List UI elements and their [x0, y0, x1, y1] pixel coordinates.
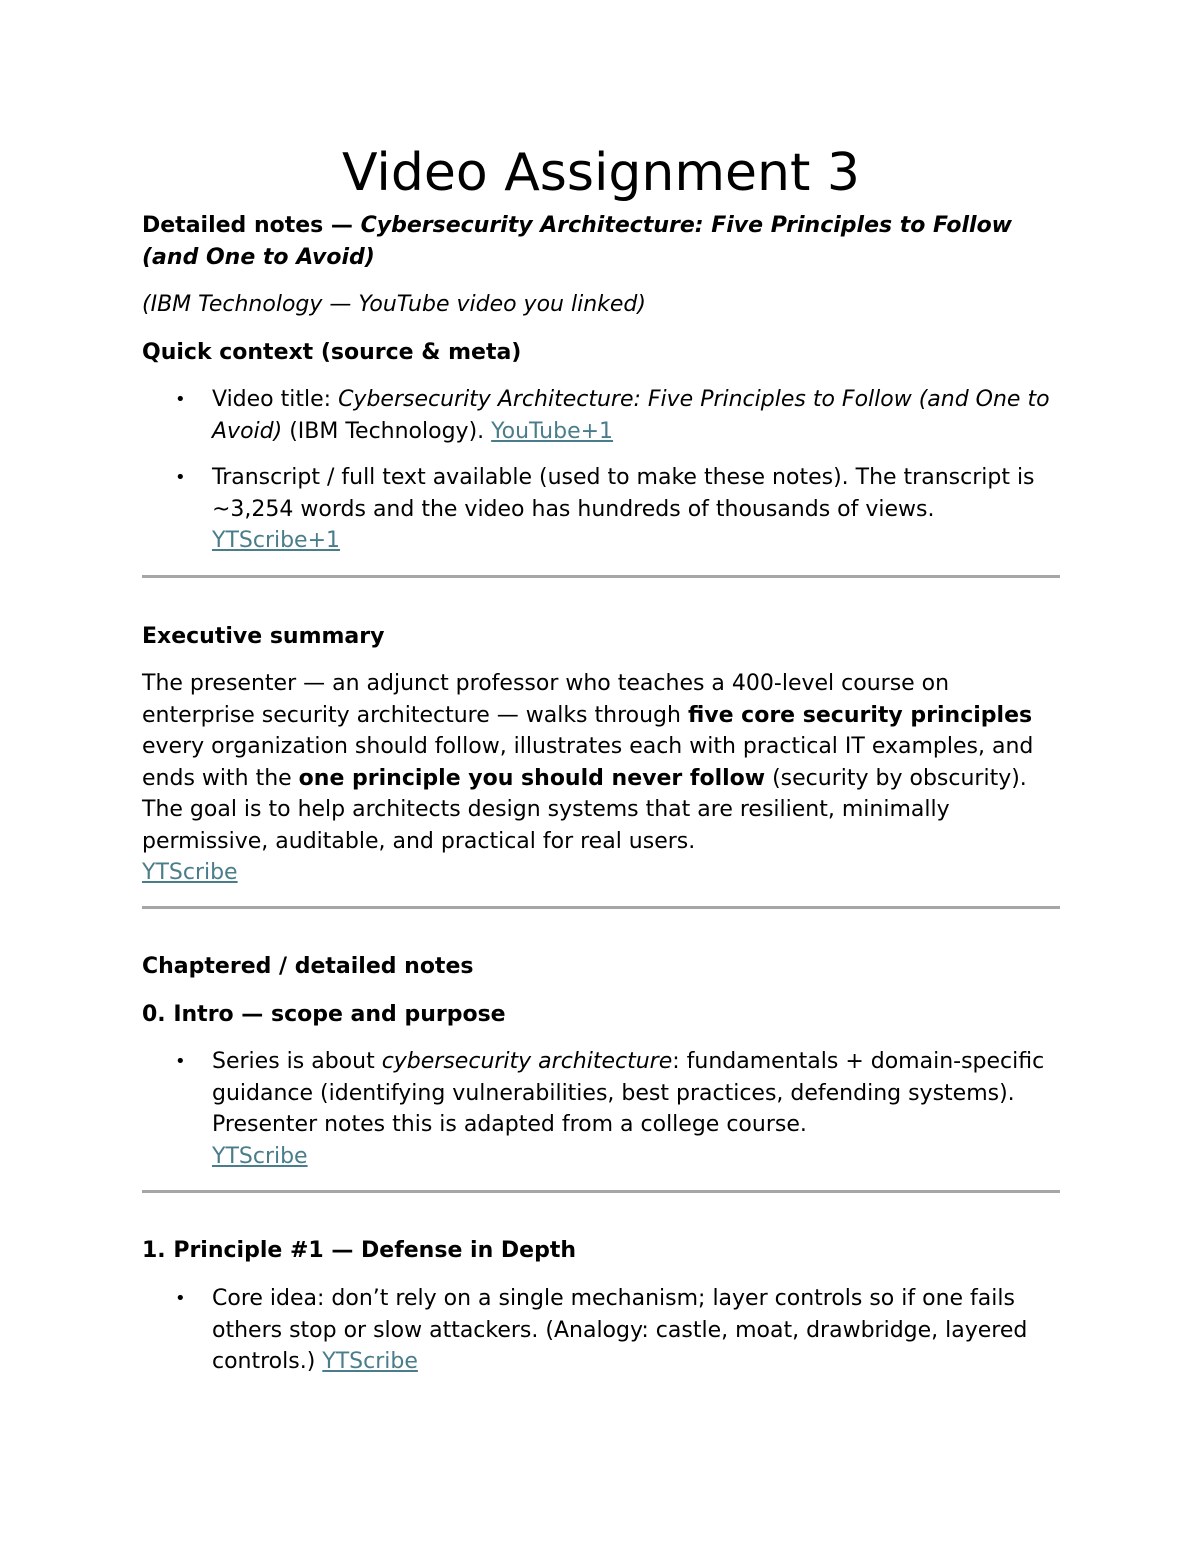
- executive-summary-heading: Executive summary: [142, 624, 385, 649]
- ytscribe-link[interactable]: YTScribe+1: [212, 528, 341, 553]
- video-title-value: Cybersecurity Architecture: Five Principles to Follow (and One to Avoid): [212, 387, 1050, 444]
- document-subtitle: [142, 210, 1060, 273]
- ytscribe-link[interactable]: YTScribe: [322, 1349, 418, 1374]
- chaptered-notes-heading: Chaptered / detailed notes: [142, 954, 474, 979]
- quick-context-heading: Quick context (source & meta): [142, 340, 522, 365]
- ytscribe-link[interactable]: YTScribe: [142, 860, 238, 885]
- youtube-link[interactable]: YouTube+1: [491, 418, 614, 444]
- principle-1-heading: 1. Principle #1 — Defense in Depth: [142, 1238, 576, 1263]
- principle-1-list: [142, 1283, 1060, 1378]
- divider: [142, 575, 1060, 578]
- intro-emphasis: cybersecurity architecture: [381, 1049, 673, 1074]
- principle-1-text: Core idea: don’t rely on a single mechanism; layer controls so if one fails others stop or slow attackers. (Analogy: castle, moat, drawbridge, layered controls.): [212, 1286, 1028, 1374]
- summary-text-part: The presenter — an adjunct professor who teaches a 400-level course on enterprise security architecture — walks through: [142, 671, 950, 728]
- bullet-icon: •: [175, 1051, 186, 1072]
- summary-text-part: (security by obscurity). The goal is to help architects design systems that are resilient, minimally permissive, auditable, and practical for real users.: [142, 765, 1027, 854]
- subtitle-video-title: Cybersecurity Architecture: Five Principles to Follow (and One to Avoid): [142, 213, 1013, 270]
- list-item: [142, 1283, 1060, 1378]
- video-title-publisher: (IBM Technology).: [282, 418, 492, 444]
- executive-summary-text: [142, 668, 1060, 889]
- quick-context-list: [142, 384, 1060, 557]
- summary-text-part: every organization should follow, illustrates each with practical IT examples, and ends with the: [142, 734, 1034, 791]
- list-item: [142, 462, 1060, 557]
- summary-emphasis: one principle you should never follow: [298, 765, 766, 791]
- source-note: (IBM Technology — YouTube video you linked): [142, 292, 646, 317]
- ytscribe-link[interactable]: YTScribe: [212, 1143, 308, 1169]
- subtitle-prefix: Detailed notes —: [142, 213, 361, 238]
- intro-text-part: Series is about: [212, 1049, 382, 1074]
- intro-section-heading: 0. Intro — scope and purpose: [142, 1002, 506, 1027]
- list-item: [142, 384, 1060, 447]
- divider: [142, 906, 1060, 909]
- intro-list: [142, 1046, 1060, 1172]
- video-title-label: Video title:: [212, 387, 339, 412]
- page-title: Video Assignment 3: [342, 143, 860, 203]
- divider: [142, 1190, 1060, 1193]
- bullet-icon: •: [175, 1288, 186, 1309]
- transcript-note: Transcript / full text available (used to make these notes). The transcript is ~3,254 words and the video has hundreds of thousands of views.: [212, 465, 1035, 522]
- bullet-icon: •: [175, 467, 186, 488]
- summary-emphasis: five core security principles: [687, 702, 1033, 728]
- bullet-icon: •: [175, 389, 186, 410]
- list-item: [142, 1046, 1060, 1172]
- intro-text-part: : fundamentals + domain-specific guidance (identifying vulnerabilities, best practices, defending systems). Presenter notes this is adapted from a college course.: [212, 1049, 1045, 1137]
